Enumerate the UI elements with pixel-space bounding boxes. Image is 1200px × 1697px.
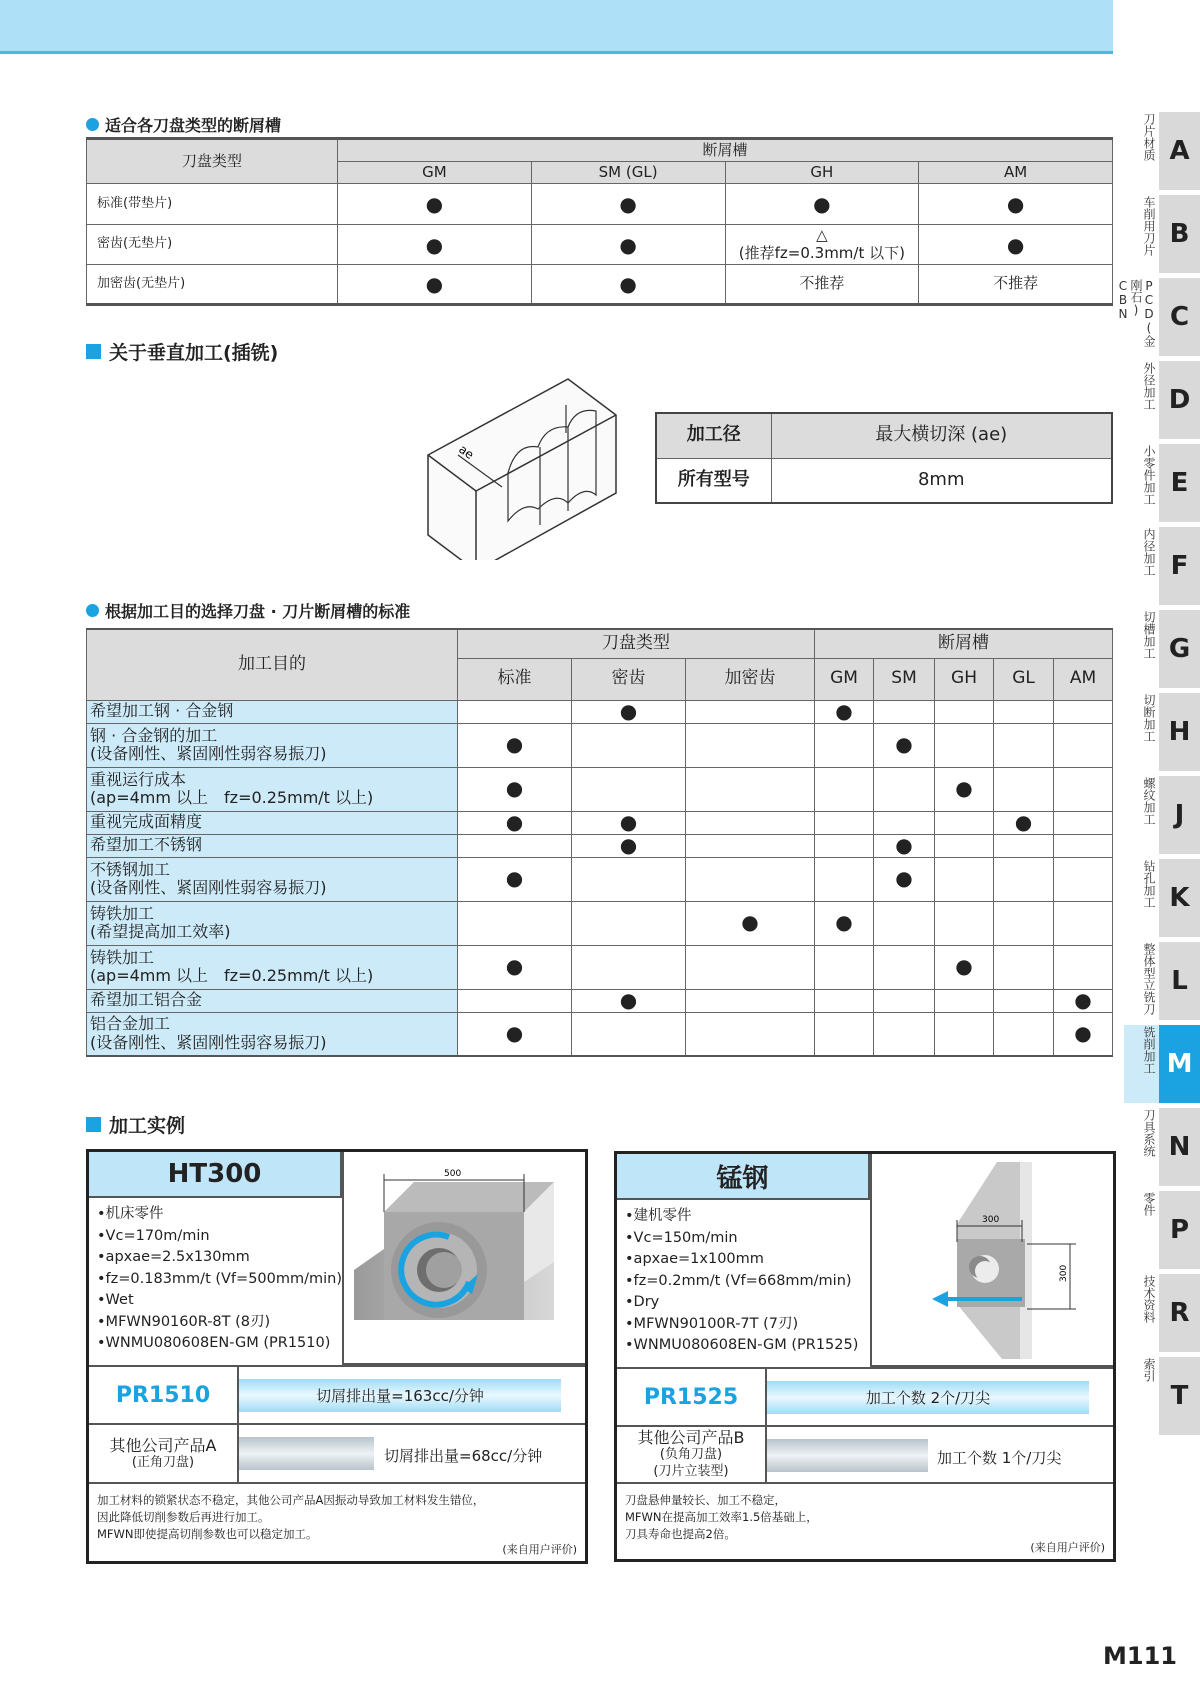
- case-spec-list: [97, 1204, 342, 1355]
- conditional-triangle-icon: △: [816, 226, 828, 245]
- table-cell: [531, 265, 725, 305]
- table-row: [87, 767, 1113, 811]
- column-header: GL: [994, 658, 1054, 700]
- table-cell: [935, 901, 994, 945]
- table-cell: [994, 723, 1054, 767]
- sidebar-tab-h[interactable]: H: [1159, 693, 1200, 771]
- sidebar-label: 小零件加工: [1142, 445, 1156, 505]
- table-cell: [458, 700, 572, 723]
- purpose-label: 铸铁加工 (希望提高加工效率): [87, 901, 458, 945]
- dimension-label: 300: [982, 1215, 1000, 1225]
- bullet-dot-icon: [86, 118, 99, 131]
- column-header: SM (GL): [531, 162, 725, 184]
- table-cell: [874, 834, 935, 857]
- table-cell: [935, 945, 994, 989]
- column-header: 加密齿: [686, 658, 815, 700]
- table-cell: [935, 723, 994, 767]
- recommended-dot-icon: ●: [835, 698, 853, 723]
- spec-item: •apxae=2.5x130mm: [97, 1249, 250, 1265]
- table-cell: [874, 989, 935, 1012]
- spec-item: •MFWN90160R-8T (8刃): [97, 1313, 271, 1330]
- case-note: [89, 1482, 585, 1561]
- table-cell: [572, 1012, 686, 1056]
- note-line: MFWN在提高加工效率1.5倍基础上，: [625, 1510, 818, 1524]
- header-cutter-type: 刀盘类型: [87, 139, 338, 184]
- table-cell: [1054, 945, 1113, 989]
- product-result-row: [89, 1365, 585, 1423]
- plunge-milling-illustration: [420, 375, 630, 560]
- note-line: 加工材料的锁紧状态不稳定，其他公司产品A因振动导致加工材料发生错位，: [97, 1493, 485, 1507]
- purpose-label: 希望加工不锈钢: [87, 834, 458, 857]
- table-cell: [919, 184, 1113, 225]
- table-cell: [686, 945, 815, 989]
- table-row: [87, 184, 1113, 225]
- column-header: GH: [725, 162, 919, 184]
- recommended-dot-icon: ●: [955, 776, 973, 801]
- recommended-dot-icon: ●: [619, 698, 638, 723]
- square-bullet-icon: [86, 1117, 101, 1132]
- table-cell: [686, 1012, 815, 1056]
- competitor-result-text: 切屑排出量=68cc/分钟: [384, 1447, 543, 1465]
- recommended-dot-icon: ●: [505, 1021, 524, 1046]
- table-cell: [1054, 767, 1113, 811]
- note-line: 刀盘悬伸量较长、加工不稳定，: [625, 1493, 786, 1507]
- table-cell: [458, 901, 572, 945]
- table-cell: [815, 811, 874, 834]
- table-row: [87, 1012, 1113, 1056]
- sidebar-label: 切断加工: [1142, 694, 1156, 742]
- spec-item: •机床零件: [97, 1206, 164, 1222]
- column-header: GH: [935, 658, 994, 700]
- header-cutter-diameter: 加工径: [656, 413, 771, 458]
- sidebar-label: 刀片材质: [1142, 113, 1156, 161]
- sidebar-label: 铣削加工: [1142, 1026, 1156, 1074]
- sidebar-tab-t[interactable]: T: [1159, 1357, 1200, 1435]
- competitor-bar: [767, 1439, 928, 1472]
- housing-part-illustration: [344, 1152, 584, 1357]
- table-cell: [572, 834, 686, 857]
- section-heading-chipbreaker-by-cutter: 适合各刀盘类型的断屑槽: [86, 113, 281, 136]
- table-cell: [994, 700, 1054, 723]
- table-cell: [1054, 989, 1113, 1012]
- table-cell: [725, 184, 919, 225]
- table-cell: [1054, 857, 1113, 901]
- spec-item: •建机零件: [625, 1208, 692, 1224]
- dimension-label: 500: [444, 1169, 462, 1179]
- sidebar-label: 车削用刀片: [1142, 196, 1156, 256]
- recommended-dot-icon: ●: [895, 832, 913, 857]
- table-cell: [458, 1012, 572, 1056]
- note-line: 因此降低切削参数后再进行加工。: [97, 1510, 270, 1524]
- top-banner: [0, 0, 1113, 54]
- table-cell: [572, 901, 686, 945]
- table-cell: [458, 857, 572, 901]
- sidebar-tab-j[interactable]: J: [1159, 776, 1200, 854]
- spec-item: •fz=0.2mm/t (Vf=668mm/min): [625, 1272, 852, 1289]
- table-cell: [725, 265, 919, 305]
- spec-item: •Dry: [625, 1294, 660, 1310]
- table-cell: [686, 700, 815, 723]
- table-cell: [1054, 1012, 1113, 1056]
- table-cell: [874, 1012, 935, 1056]
- column-header: 标准: [458, 658, 572, 700]
- spec-item: •WNMU080608EN-GM (PR1525): [625, 1337, 859, 1353]
- recommended-dot-icon: ●: [505, 732, 524, 757]
- sidebar-tab-p[interactable]: P: [1159, 1191, 1200, 1269]
- column-header: AM: [1054, 658, 1113, 700]
- sidebar-tab-b[interactable]: B: [1159, 195, 1200, 273]
- header-chipbreaker: 断屑槽: [815, 629, 1113, 658]
- table-cell: [935, 1012, 994, 1056]
- cell-note: (推荐fz=0.3mm/t 以下): [738, 243, 905, 262]
- recommended-dot-icon: ●: [425, 272, 444, 296]
- bracket-part-illustration: [872, 1154, 1112, 1364]
- table-cell: [935, 700, 994, 723]
- table-cell: [458, 811, 572, 834]
- table-cell: [994, 857, 1054, 901]
- table-cell: [725, 225, 919, 265]
- case-material: 锰钢: [617, 1154, 870, 1200]
- header-max-ae: 最大横切深 (ae): [771, 413, 1112, 458]
- table-row: [87, 265, 1113, 305]
- sidebar-tab-k[interactable]: K: [1159, 859, 1200, 937]
- cell-text: 不推荐: [799, 274, 845, 293]
- purpose-label: 不锈钢加工 (设备刚性、紧固刚性弱容易振刀): [87, 857, 458, 901]
- column-header: SM: [874, 658, 935, 700]
- table-row: [87, 945, 1113, 989]
- case-spec-list: [625, 1206, 858, 1357]
- column-header: GM: [815, 658, 874, 700]
- row-label: 标准(带垫片): [87, 184, 338, 225]
- table-cell: [815, 945, 874, 989]
- bullet-dot-icon: [86, 604, 99, 617]
- sidebar-label: PCD(金刚石) CBN: [1116, 279, 1156, 347]
- table-row: [87, 901, 1113, 945]
- recommended-dot-icon: ●: [1014, 809, 1033, 834]
- table-cell: [994, 1012, 1054, 1056]
- table-cell: [815, 700, 874, 723]
- spec-item: •Vc=150m/min: [625, 1229, 738, 1246]
- table-cell: [458, 767, 572, 811]
- sidebar-tab-m[interactable]: M: [1159, 1025, 1200, 1103]
- table-cell: [935, 989, 994, 1012]
- sidebar-tab-r[interactable]: R: [1159, 1274, 1200, 1352]
- purpose-label: 希望加工铝合金: [87, 989, 458, 1012]
- case-material: HT300: [89, 1152, 342, 1198]
- table-cell: [1054, 723, 1113, 767]
- table-cell: [572, 723, 686, 767]
- purpose-label: 钢 · 合金钢的加工 (设备刚性、紧固刚性弱容易振刀): [87, 723, 458, 767]
- table-cell: [1054, 834, 1113, 857]
- sidebar-tab-l[interactable]: L: [1159, 942, 1200, 1020]
- selection-by-purpose-table: [86, 628, 1113, 1057]
- competitor-name: 其他公司产品B (负角刀盘) (刀片立装型): [617, 1427, 767, 1482]
- purpose-label: 铸铁加工 (ap=4mm 以上 fz=0.25mm/t 以上): [87, 945, 458, 989]
- table-row: [87, 723, 1113, 767]
- table-cell: [572, 945, 686, 989]
- sidebar-label: 外径加工: [1142, 362, 1156, 410]
- recommended-dot-icon: ●: [619, 809, 638, 834]
- product-result-row: [617, 1367, 1113, 1425]
- case-illustration-cell: [342, 1152, 585, 1365]
- table-cell: [686, 989, 815, 1012]
- table-cell: [1054, 700, 1113, 723]
- all-models-label: 所有型号: [656, 458, 771, 503]
- spec-item: •WNMU080608EN-GM (PR1510): [97, 1335, 331, 1351]
- table-cell: [815, 1012, 874, 1056]
- table-cell: [686, 834, 815, 857]
- recommended-dot-icon: ●: [505, 866, 524, 891]
- section-heading-selection-by-purpose: 根据加工目的选择刀盘 · 刀片断屑槽的标准: [86, 599, 410, 622]
- case-illustration-cell: [870, 1154, 1113, 1367]
- table-cell: [815, 989, 874, 1012]
- recommended-dot-icon: ●: [619, 272, 637, 296]
- purpose-label: 希望加工钢 · 合金钢: [87, 700, 458, 723]
- case-study-ht300: [86, 1149, 588, 1564]
- recommended-dot-icon: ●: [505, 954, 524, 979]
- table-cell: [935, 811, 994, 834]
- competitor-result-text: 加工个数 1个/刀尖: [937, 1449, 1062, 1467]
- table-row: [87, 700, 1113, 723]
- table-cell: [919, 265, 1113, 305]
- table-cell: [994, 834, 1054, 857]
- chipbreaker-by-cutter-table: [86, 137, 1113, 306]
- spec-item: •MFWN90100R-7T (7刃): [625, 1315, 799, 1332]
- recommended-dot-icon: ●: [619, 192, 637, 216]
- table-cell: [935, 857, 994, 901]
- sidebar-tab-c[interactable]: C: [1159, 278, 1200, 356]
- table-cell: [815, 857, 874, 901]
- recommended-dot-icon: ●: [895, 732, 913, 757]
- purpose-label: 铝合金加工 (设备刚性、紧固刚性弱容易振刀): [87, 1012, 458, 1056]
- competitor-result-row: [617, 1425, 1113, 1482]
- table-cell: [572, 767, 686, 811]
- table-cell: [338, 184, 532, 225]
- table-row: [87, 834, 1113, 857]
- header-purpose: 加工目的: [87, 629, 458, 700]
- row-label: 加密齿(无垫片): [87, 265, 338, 305]
- table-cell: [1054, 901, 1113, 945]
- table-cell: [935, 834, 994, 857]
- spec-item: •Wet: [97, 1292, 134, 1308]
- sidebar-tab-e[interactable]: E: [1159, 444, 1200, 522]
- recommended-dot-icon: ●: [1006, 232, 1025, 257]
- table-cell: [874, 811, 935, 834]
- table-row: [87, 857, 1113, 901]
- plunge-depth-table: [655, 412, 1113, 504]
- table-cell: [994, 945, 1054, 989]
- recommended-dot-icon: ●: [619, 987, 638, 1012]
- sidebar-tab-a[interactable]: A: [1159, 112, 1200, 190]
- table-cell: [686, 901, 815, 945]
- table-cell: [815, 834, 874, 857]
- table-cell: [874, 700, 935, 723]
- table-cell: [686, 857, 815, 901]
- recommended-dot-icon: ●: [1074, 1021, 1092, 1046]
- recommended-dot-icon: ●: [505, 776, 524, 801]
- sidebar-tab-g[interactable]: G: [1159, 610, 1200, 688]
- column-header: GM: [338, 162, 532, 184]
- table-cell: [1054, 811, 1113, 834]
- result-bar: [239, 1379, 561, 1412]
- cell-text: 不推荐: [993, 274, 1039, 293]
- result-text: 加工个数 2个/刀尖: [865, 1389, 991, 1407]
- sidebar-label: 内径加工: [1142, 528, 1156, 576]
- table-cell: [531, 184, 725, 225]
- recommended-dot-icon: ●: [835, 910, 853, 935]
- table-cell: [686, 723, 815, 767]
- recommended-dot-icon: ●: [425, 232, 444, 257]
- table-cell: [815, 723, 874, 767]
- table-cell: [994, 811, 1054, 834]
- recommended-dot-icon: ●: [619, 232, 637, 257]
- sidebar-label: 螺纹加工: [1142, 777, 1156, 825]
- page-number: M111: [1103, 1642, 1177, 1670]
- recommended-dot-icon: ●: [1006, 192, 1025, 216]
- note-line: MFWN即使提高切削参数也可以稳定加工。: [97, 1527, 318, 1541]
- recommended-dot-icon: ●: [619, 832, 638, 857]
- table-cell: [572, 857, 686, 901]
- spec-item: •apxae=1x100mm: [625, 1251, 764, 1267]
- table-cell: [572, 700, 686, 723]
- table-cell: [686, 767, 815, 811]
- table-cell: [815, 901, 874, 945]
- section-heading-case-studies: 加工实例: [86, 1111, 185, 1138]
- sidebar-label: 整体型立铣刀: [1142, 943, 1156, 1015]
- table-cell: [572, 811, 686, 834]
- result-bar: [767, 1381, 1089, 1414]
- column-header: 密齿: [572, 658, 686, 700]
- ae-dimension-label: ae: [456, 441, 477, 462]
- case-note: [617, 1482, 1113, 1559]
- sidebar-label: 钻孔加工: [1142, 860, 1156, 908]
- table-cell: [458, 723, 572, 767]
- sidebar-label: 索引: [1142, 1358, 1156, 1382]
- header-chipbreaker: 断屑槽: [338, 139, 1113, 162]
- table-cell: [994, 767, 1054, 811]
- table-cell: [458, 989, 572, 1012]
- table-cell: [458, 834, 572, 857]
- sidebar-tab-n[interactable]: N: [1159, 1108, 1200, 1186]
- note-line: 刀具寿命也提高2倍。: [625, 1527, 736, 1541]
- table-cell: [815, 767, 874, 811]
- table-cell: [531, 225, 725, 265]
- table-row: [87, 989, 1113, 1012]
- sidebar-label: 切槽加工: [1142, 611, 1156, 659]
- recommended-dot-icon: ●: [1074, 987, 1092, 1012]
- competitor-name: 其他公司产品A (正角刀盘): [89, 1425, 239, 1482]
- result-text: 切屑排出量=163cc/分钟: [316, 1387, 484, 1405]
- recommended-dot-icon: ●: [813, 192, 831, 216]
- table-cell: [338, 265, 532, 305]
- case-study-manganese-steel: [614, 1151, 1116, 1562]
- column-header: AM: [919, 162, 1113, 184]
- table-cell: [935, 767, 994, 811]
- table-cell: [874, 767, 935, 811]
- table-cell: [994, 901, 1054, 945]
- sidebar-tab-f[interactable]: F: [1159, 527, 1200, 605]
- table-cell: [994, 989, 1054, 1012]
- table-cell: [874, 945, 935, 989]
- sidebar-label: 零件: [1142, 1192, 1156, 1216]
- competitor-bar: [239, 1437, 374, 1470]
- section-heading-plunge-milling: 关于垂直加工(插铣): [86, 338, 278, 365]
- table-cell: [874, 857, 935, 901]
- spec-item: •fz=0.183mm/t (Vf=500mm/min): [97, 1270, 342, 1287]
- source-label: (来自用户评价): [1030, 1541, 1105, 1554]
- recommended-dot-icon: ●: [741, 910, 759, 935]
- product-name: PR1510: [89, 1367, 239, 1423]
- table-cell: [458, 945, 572, 989]
- dimension-label-vertical: 300: [1059, 1264, 1069, 1282]
- table-cell: [686, 811, 815, 834]
- competitor-result-row: [89, 1423, 585, 1482]
- table-cell: [919, 225, 1113, 265]
- purpose-label: 重视运行成本 (ap=4mm 以上 fz=0.25mm/t 以上): [87, 767, 458, 811]
- sidebar-label: 刀具系统: [1142, 1109, 1156, 1157]
- spec-item: •Vc=170m/min: [97, 1227, 210, 1244]
- table-cell: [338, 225, 532, 265]
- recommended-dot-icon: ●: [955, 954, 973, 979]
- table-row: [87, 811, 1113, 834]
- table-cell: [572, 989, 686, 1012]
- sidebar-label: 技术资料: [1142, 1275, 1156, 1323]
- product-name: PR1525: [617, 1369, 767, 1425]
- header-cutter-type: 刀盘类型: [458, 629, 815, 658]
- recommended-dot-icon: ●: [425, 192, 444, 216]
- row-label: 密齿(无垫片): [87, 225, 338, 265]
- purpose-label: 重视完成面精度: [87, 811, 458, 834]
- max-ae-value: 8mm: [771, 458, 1112, 503]
- recommended-dot-icon: ●: [505, 809, 524, 834]
- table-cell: [874, 723, 935, 767]
- recommended-dot-icon: ●: [895, 866, 913, 891]
- source-label: (来自用户评价): [502, 1543, 577, 1556]
- table-cell: [874, 901, 935, 945]
- sidebar-tab-d[interactable]: D: [1159, 361, 1200, 439]
- table-row: [87, 225, 1113, 265]
- square-bullet-icon: [86, 344, 101, 359]
